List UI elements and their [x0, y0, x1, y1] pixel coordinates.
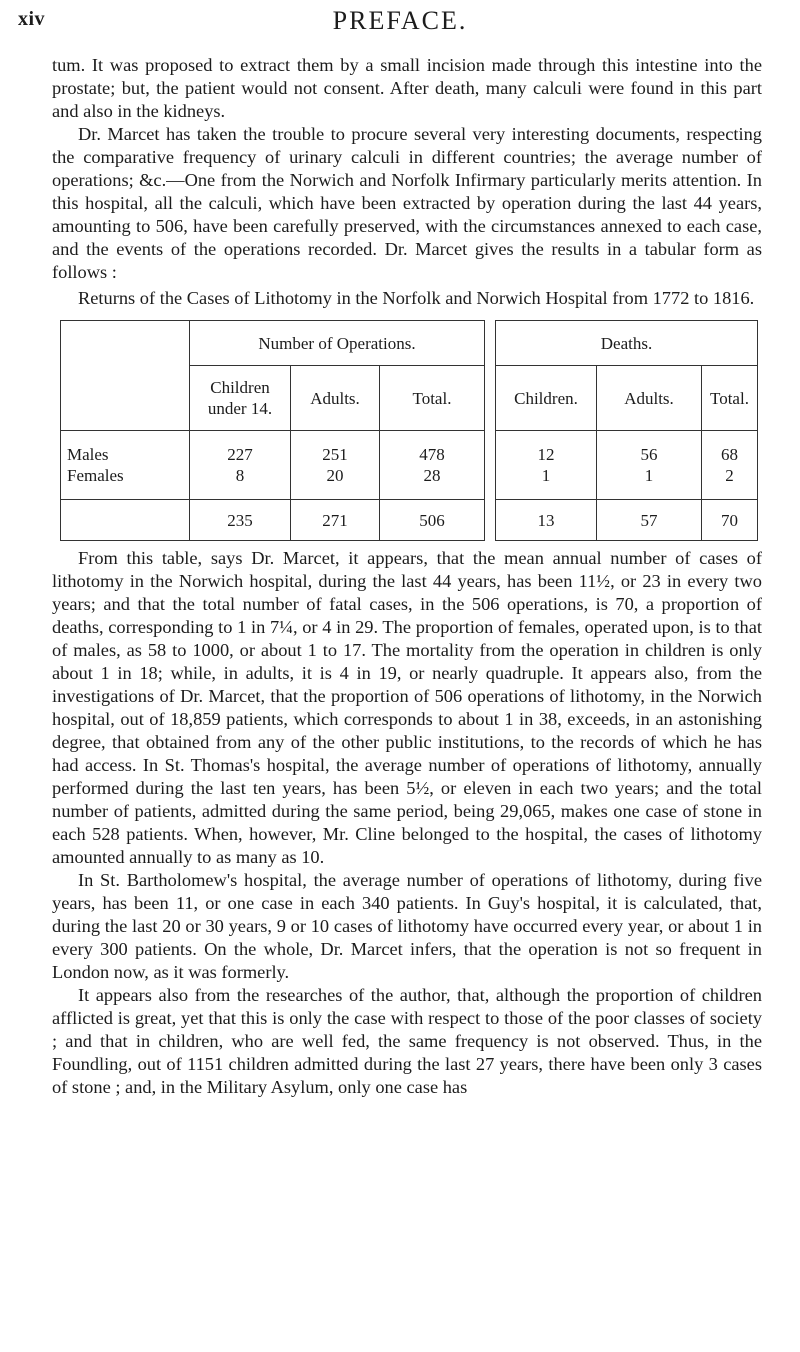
value-males: 478	[419, 445, 445, 464]
header-number-of-operations: Number of Operations.	[190, 321, 485, 366]
page-body	[52, 54, 762, 1099]
total-deaths-total: 70	[702, 500, 758, 541]
total-ops-adults: 271	[291, 500, 380, 541]
value-males: 251	[322, 445, 348, 464]
page-header	[18, 6, 782, 40]
value-females: 2	[725, 466, 734, 485]
column-divider	[485, 321, 496, 541]
paragraph-marcet-documents: Dr. Marcet has taken the trouble to procure several very interesting documents, respecting the comparative frequency of urinary calculi in different countries; the average number of operations; &c.—One from the Norwich and Norfolk Infirmary particularly merits attention. In this hospital, all the calculi, which have been extracted by operation during the last 44 years, amounting to 506, have been carefully preserved, with the circumstances annexed to each case, and the events of the operations recorded. Dr. Marcet gives the results in a tabular form as follows :	[52, 124, 762, 282]
col-deaths-adults: Adults.	[597, 366, 702, 431]
col-total: Total.	[380, 366, 485, 431]
running-head: PREFACE.	[332, 6, 468, 35]
cell-deaths-children	[496, 431, 597, 500]
table-caption: Returns of the Cases of Lithotomy in the Norfolk and Norwich Hospital from 1772 to 1816.	[78, 288, 755, 308]
total-ops-total: 506	[380, 500, 485, 541]
cell-deaths-total	[702, 431, 758, 500]
row-labels	[61, 431, 190, 500]
col-deaths-total: Total.	[702, 366, 758, 431]
table-row	[61, 431, 758, 500]
value-males: 56	[640, 445, 658, 464]
total-deaths-children: 13	[496, 500, 597, 541]
paragraph-continuation: tum. It was proposed to extract them by a small incision made through this intestine into the prostate; but, the patient would not consent. After death, many calculi were found in this part and also in the kidneys.	[52, 55, 762, 121]
value-males: 227	[227, 445, 253, 464]
row-label-corner	[61, 321, 190, 431]
col-deaths-children: Children.	[496, 366, 597, 431]
header-deaths: Deaths.	[496, 321, 758, 366]
lithotomy-returns-table	[60, 320, 758, 541]
col-children-under-14: Children under 14.	[190, 366, 291, 431]
cell-ops-adults	[291, 431, 380, 500]
value-males: 68	[721, 445, 738, 464]
total-deaths-adults: 57	[597, 500, 702, 541]
col-adults: Adults.	[291, 366, 380, 431]
value-females: 1	[644, 466, 654, 485]
value-females: 8	[235, 466, 245, 485]
cell-ops-children	[190, 431, 291, 500]
value-males: 12	[537, 445, 555, 464]
paragraph-table-analysis: From this table, says Dr. Marcet, it appears, that the mean annual number of cases of lithotomy in the Norwich hospital, during the last 44 years, has been 11½, or 23 in every two years; and that the total number of fatal cases, in the 506 operations, is 70, a proportion of deaths, corresponding to 1 in 7¼, or 4 in 29. The proportion of females, operated upon, is to that of males, as 58 to 1000, or about 1 to 17. The mortality from the operation in children is only about 1 in 18; while, in adults, it is 4 in 19, or nearly quadruple. It appears also, from the investigations of Dr. Marcet, that the proportion of 506 operations of lithotomy, in the Norwich hospital, out of 18,859 patients, which corresponds to about 1 in 38, exceeds, in an astonishing degree, that obtained from any of the other public institutions, to the records of which he has had access. In St. Thomas's hospital, the average number of operations of lithotomy, annually performed during the last ten years, has been 5½, or eleven in each two years; and the total number of patients, admitted during the same period, being 29,065, makes one case of stone in each 528 patients. When, however, Mr. Cline belonged to the hospital, the cases of lithotomy amounted annually to as many as 10.	[52, 548, 762, 867]
page-number: xiv	[18, 8, 46, 30]
total-ops-children: 235	[190, 500, 291, 541]
value-females: 28	[423, 466, 441, 485]
paragraph-children-proportion: It appears also from the researches of the author, that, although the proportion of children afflicted is great, yet that this is only the case with respect to those of the poor classes of society ; and that in children, who are well fed, the same frequency is not observed. Thus, in the Foundling, out of 1151 children admitted during the last 27 years, there have been only 3 cases of stone ; and, in the Military Asylum, only one case has	[52, 985, 762, 1097]
cell-ops-total	[380, 431, 485, 500]
totals-label	[61, 500, 190, 541]
paragraph-london-hospitals: In St. Bartholomew's hospital, the average number of operations of lithotomy, during five years, has been 11, or one case in each 340 patients. In Guy's hospital, it is calculated, that, during the last 20 or 30 years, 9 or 10 cases of lithotomy have occurred every year, or about 1 in every 300 patients. On the whole, Dr. Marcet infers, that the operation is not so frequent in London now, as it was formerly.	[52, 870, 762, 982]
value-females: 1	[541, 466, 551, 485]
row-label-males: Males	[67, 445, 109, 464]
cell-deaths-adults	[597, 431, 702, 500]
value-females: 20	[326, 466, 344, 485]
row-label-females: Females	[67, 466, 124, 485]
totals-row	[61, 500, 758, 541]
